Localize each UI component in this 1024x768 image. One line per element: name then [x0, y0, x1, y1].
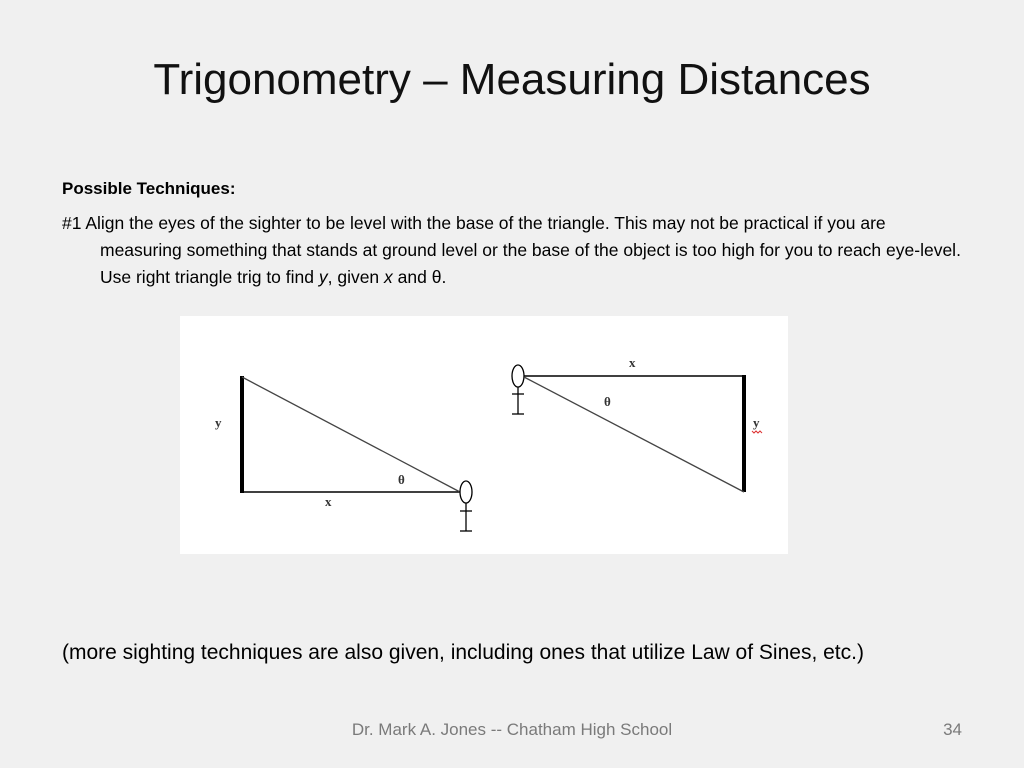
item-variable-x: x	[384, 267, 393, 287]
subheading: Possible Techniques:	[62, 179, 236, 198]
item-text-part-b: , given	[327, 267, 385, 287]
right-triangle	[524, 355, 762, 492]
item-text-part-a: #1 Align the eyes of the sighter to be level with the base of the triangle. This may not be practical if you are measuring something that stands at ground level or the base of the object is too high for you to reach eye-level. Use right triangle trig to find	[62, 213, 961, 287]
item-text-part-c: and θ.	[392, 267, 447, 287]
spellcheck-squiggle	[752, 431, 762, 433]
left-label-y: y	[215, 415, 222, 430]
footer-text: Dr. Mark A. Jones -- Chatham High School	[351, 720, 673, 739]
left-label-x: x	[325, 494, 332, 509]
right-label-theta: θ	[604, 394, 611, 409]
right-label-x: x	[629, 355, 636, 370]
left-label-theta: θ	[398, 472, 405, 487]
sighting-diagram	[180, 316, 788, 554]
right-sighter-figure	[512, 365, 524, 414]
left-triangle	[215, 376, 460, 509]
item-variable-y: y	[318, 267, 328, 287]
slide-title: Trigonometry – Measuring Distances	[153, 55, 871, 104]
right-label-y: y	[753, 415, 760, 430]
left-sighter-figure	[460, 481, 472, 531]
left-sight-line	[242, 377, 460, 492]
note-text: (more sighting techniques are also given, including ones that utilize Law of Sines, etc.)	[62, 641, 864, 664]
technique-item-1	[62, 210, 972, 291]
page-number: 34	[943, 720, 962, 739]
right-sight-line	[524, 377, 744, 492]
